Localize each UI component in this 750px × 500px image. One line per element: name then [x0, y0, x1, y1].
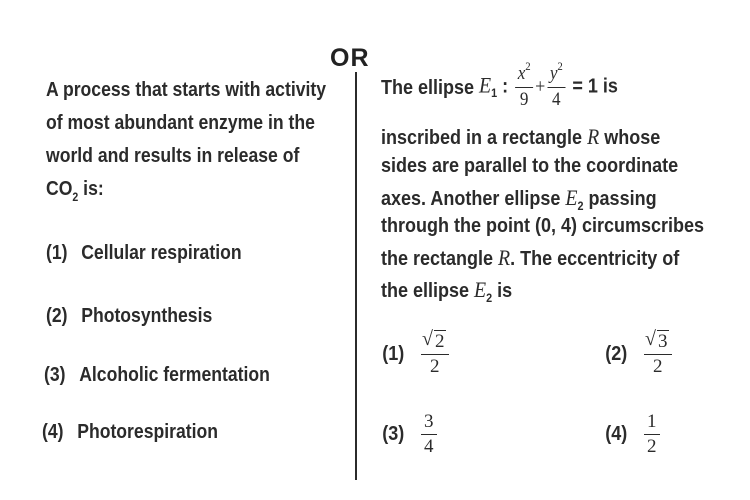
- square-root: [424, 330, 446, 354]
- ellipse-symbol: E: [479, 72, 492, 98]
- ellipse-1-subscript: 1: [491, 86, 498, 101]
- ellipse-symbol: E: [474, 277, 487, 302]
- text-fragment: whose: [604, 127, 661, 149]
- option-number: (4): [42, 421, 64, 443]
- denominator: 2: [430, 356, 440, 377]
- ellipse-symbol: E: [565, 185, 578, 210]
- text-fragment: . The eccentricity of: [510, 248, 680, 270]
- equals-text: = 1 is: [572, 75, 618, 98]
- rectangle-symbol: R: [498, 245, 511, 270]
- option-number: (4): [605, 423, 628, 445]
- right-question-line-4: [381, 185, 657, 211]
- ellipse-2-subscript: 2: [486, 291, 493, 305]
- option-text: Photorespiration: [77, 421, 219, 443]
- option-number: (1): [382, 343, 405, 365]
- option-fraction: [421, 410, 437, 459]
- radicand: 2: [435, 331, 445, 352]
- option-number: (1): [46, 242, 68, 264]
- right-option-3[interactable]: [381, 410, 439, 459]
- option-text: Photosynthesis: [81, 305, 213, 327]
- x-variable: x: [517, 63, 526, 84]
- left-option-1[interactable]: [46, 242, 242, 265]
- y-squared-fraction: [547, 59, 565, 112]
- left-question-line-3: world and results in release of: [46, 145, 300, 167]
- radicand: 3: [658, 331, 668, 352]
- plus-sign: +: [535, 75, 546, 98]
- text-fragment: is: [497, 280, 513, 302]
- denominator: 2: [653, 356, 663, 377]
- left-option-3[interactable]: [44, 364, 270, 387]
- denominator-9: 9: [519, 89, 529, 110]
- left-question-line-1: A process that starts with activity: [46, 79, 327, 101]
- text-fragment: the rectangle: [381, 248, 494, 270]
- y-power: 2: [557, 59, 563, 73]
- left-question-line-2: of most abundant enzyme in the: [46, 112, 315, 134]
- option-number: (2): [46, 305, 68, 327]
- text-fragment: passing: [588, 188, 657, 210]
- denominator: 4: [424, 436, 434, 457]
- x-power: 2: [525, 59, 531, 73]
- right-question-line-7: [381, 277, 512, 303]
- square-root: [647, 330, 669, 354]
- ellipse-2-subscript: 2: [577, 199, 584, 213]
- x-squared-fraction: [515, 59, 533, 112]
- option-text: Cellular respiration: [81, 242, 242, 264]
- radical-icon: √: [422, 328, 433, 350]
- left-question: [46, 74, 327, 208]
- y-variable: y: [549, 63, 558, 84]
- text-fragment: inscribed in a rectangle: [381, 127, 583, 149]
- co2-text: CO: [46, 178, 73, 200]
- option-fraction: [421, 330, 449, 379]
- option-fraction: [644, 410, 660, 459]
- right-question-prefix: The ellipse: [381, 77, 475, 100]
- left-option-2[interactable]: [46, 305, 212, 328]
- option-number: (3): [382, 423, 405, 445]
- column-divider: [355, 72, 357, 480]
- or-separator: OR: [330, 44, 370, 72]
- right-question-line-2: [381, 124, 660, 150]
- right-question-line-6: [381, 245, 679, 271]
- left-question-line-4: [46, 173, 310, 208]
- text-fragment: the ellipse: [381, 280, 470, 302]
- co2-subscript: 2: [72, 190, 79, 204]
- option-number: (2): [605, 343, 628, 365]
- left-option-4[interactable]: [42, 421, 218, 444]
- right-question-line-5: through the point (0, 4) circumscribes: [381, 215, 705, 237]
- numerator: 3: [421, 410, 437, 435]
- denominator-4: 4: [552, 89, 561, 110]
- radical-icon: √: [645, 328, 656, 350]
- option-text: Alcoholic fermentation: [79, 364, 270, 386]
- right-option-2[interactable]: [604, 330, 674, 379]
- left-question-tail: is:: [78, 178, 104, 200]
- right-question-line-1: [381, 59, 618, 112]
- text-fragment: axes. Another ellipse: [381, 188, 561, 210]
- option-fraction: [644, 330, 672, 379]
- right-option-1[interactable]: [381, 330, 451, 379]
- rectangle-symbol: R: [587, 124, 600, 149]
- right-option-4[interactable]: [604, 410, 662, 459]
- denominator: 2: [647, 436, 657, 457]
- right-question-line-3: sides are parallel to the coordinate: [381, 155, 679, 177]
- option-number: (3): [44, 364, 66, 386]
- numerator: 1: [644, 410, 660, 435]
- colon: :: [502, 75, 509, 98]
